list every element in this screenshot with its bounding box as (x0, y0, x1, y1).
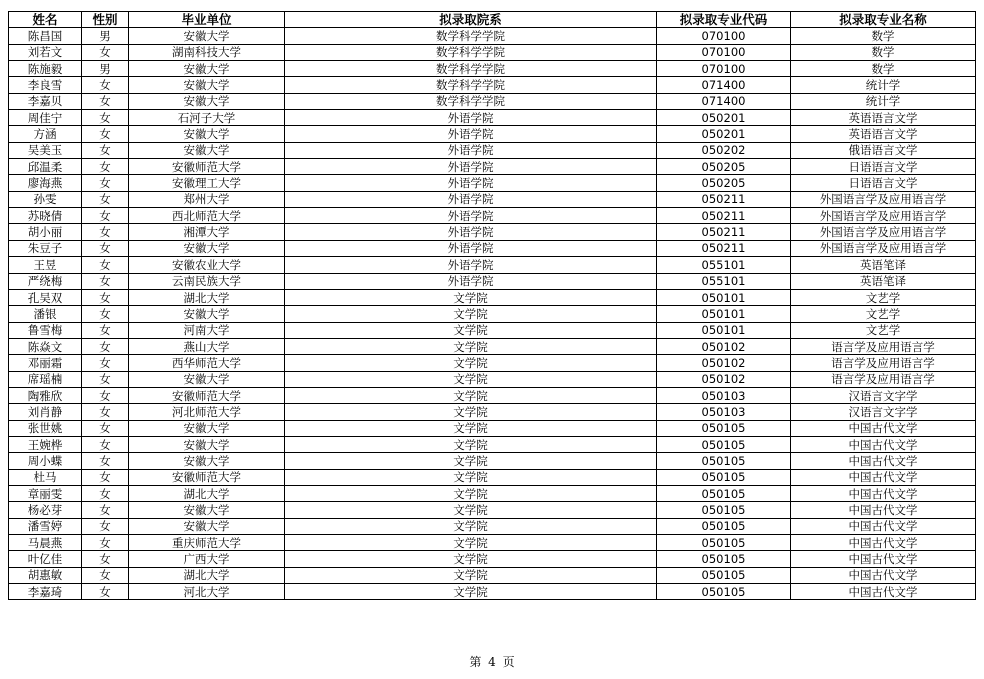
cell-major-code: 050211 (657, 240, 791, 256)
cell-major-code: 050105 (657, 453, 791, 469)
cell-admitting-department: 外语学院 (285, 191, 657, 207)
cell-gender: 女 (82, 44, 129, 60)
cell-gender: 女 (82, 208, 129, 224)
cell-admitting-department: 外语学院 (285, 142, 657, 158)
cell-gender: 女 (82, 224, 129, 240)
cell-gender: 女 (82, 338, 129, 354)
cell-major-code: 050105 (657, 584, 791, 600)
cell-admitting-department: 文学院 (285, 518, 657, 534)
cell-admitting-department: 文学院 (285, 567, 657, 583)
cell-graduate-school: 安徽大学 (129, 502, 285, 518)
table-row (9, 240, 976, 256)
cell-gender: 女 (82, 142, 129, 158)
cell-graduate-school: 西北师范大学 (129, 208, 285, 224)
header-major-code: 拟录取专业代码 (657, 12, 791, 28)
cell-major-code: 050103 (657, 404, 791, 420)
cell-name: 邱温柔 (9, 159, 82, 175)
cell-admitting-department: 文学院 (285, 469, 657, 485)
cell-graduate-school: 安徽大学 (129, 453, 285, 469)
cell-name: 陈焱文 (9, 338, 82, 354)
cell-major-code: 050105 (657, 436, 791, 452)
cell-name: 孔吴双 (9, 289, 82, 305)
cell-admitting-department: 文学院 (285, 485, 657, 501)
cell-gender: 女 (82, 175, 129, 191)
cell-graduate-school: 安徽大学 (129, 371, 285, 387)
cell-gender: 女 (82, 567, 129, 583)
cell-graduate-school: 安徽理工大学 (129, 175, 285, 191)
cell-major-code: 071400 (657, 77, 791, 93)
table-row (9, 61, 976, 77)
cell-admitting-department: 文学院 (285, 322, 657, 338)
cell-major-code: 050102 (657, 371, 791, 387)
cell-major-code: 050105 (657, 420, 791, 436)
cell-major-name: 汉语言文字学 (791, 387, 976, 403)
table-row (9, 289, 976, 305)
cell-major-code: 050205 (657, 159, 791, 175)
table-row (9, 208, 976, 224)
table-row (9, 551, 976, 567)
cell-graduate-school: 重庆师范大学 (129, 535, 285, 551)
cell-major-name: 中国古代文学 (791, 551, 976, 567)
table-row (9, 191, 976, 207)
cell-major-code: 050105 (657, 535, 791, 551)
table-row (9, 371, 976, 387)
cell-graduate-school: 云南民族大学 (129, 273, 285, 289)
cell-graduate-school: 石河子大学 (129, 110, 285, 126)
cell-name: 周小蝶 (9, 453, 82, 469)
table-row (9, 257, 976, 273)
table-row (9, 453, 976, 469)
cell-name: 邓丽霜 (9, 355, 82, 371)
cell-admitting-department: 文学院 (285, 289, 657, 305)
cell-admitting-department: 外语学院 (285, 159, 657, 175)
cell-name: 方涵 (9, 126, 82, 142)
cell-major-name: 语言学及应用语言学 (791, 371, 976, 387)
cell-admitting-department: 数学科学学院 (285, 77, 657, 93)
cell-name: 胡小丽 (9, 224, 82, 240)
cell-major-code: 070100 (657, 61, 791, 77)
cell-major-code: 050205 (657, 175, 791, 191)
cell-admitting-department: 外语学院 (285, 208, 657, 224)
table-row (9, 518, 976, 534)
table-row (9, 110, 976, 126)
cell-major-name: 中国古代文学 (791, 420, 976, 436)
cell-admitting-department: 外语学院 (285, 126, 657, 142)
cell-admitting-department: 外语学院 (285, 257, 657, 273)
cell-major-name: 语言学及应用语言学 (791, 338, 976, 354)
cell-admitting-department: 文学院 (285, 584, 657, 600)
cell-name: 潘雪婷 (9, 518, 82, 534)
cell-name: 陶雅欣 (9, 387, 82, 403)
cell-admitting-department: 文学院 (285, 436, 657, 452)
table-row (9, 28, 976, 44)
table-row (9, 502, 976, 518)
cell-major-name: 外国语言学及应用语言学 (791, 224, 976, 240)
page-number: 第 4 页 (469, 655, 515, 669)
cell-major-code: 071400 (657, 93, 791, 109)
cell-admitting-department: 数学科学学院 (285, 93, 657, 109)
cell-gender: 女 (82, 93, 129, 109)
table-row (9, 44, 976, 60)
cell-name: 苏晓倩 (9, 208, 82, 224)
cell-name: 吴美玉 (9, 142, 82, 158)
cell-major-name: 外国语言学及应用语言学 (791, 191, 976, 207)
table-row (9, 159, 976, 175)
cell-gender: 女 (82, 436, 129, 452)
cell-name: 朱豆子 (9, 240, 82, 256)
cell-name: 陈施毅 (9, 61, 82, 77)
cell-admitting-department: 文学院 (285, 306, 657, 322)
cell-graduate-school: 西华师范大学 (129, 355, 285, 371)
cell-major-code: 050101 (657, 289, 791, 305)
cell-name: 李嘉琦 (9, 584, 82, 600)
cell-major-name: 中国古代文学 (791, 469, 976, 485)
table-row (9, 93, 976, 109)
cell-graduate-school: 安徽大学 (129, 436, 285, 452)
cell-major-code: 050105 (657, 567, 791, 583)
cell-major-name: 中国古代文学 (791, 518, 976, 534)
cell-major-name: 数学 (791, 44, 976, 60)
cell-gender: 女 (82, 110, 129, 126)
header-gender: 性别 (82, 12, 129, 28)
cell-name: 周佳宁 (9, 110, 82, 126)
table-row (9, 436, 976, 452)
cell-major-name: 中国古代文学 (791, 453, 976, 469)
cell-major-code: 050101 (657, 306, 791, 322)
cell-graduate-school: 安徽大学 (129, 28, 285, 44)
cell-name: 刘肖静 (9, 404, 82, 420)
table-row (9, 420, 976, 436)
cell-name: 王婉桦 (9, 436, 82, 452)
cell-gender: 女 (82, 126, 129, 142)
cell-major-name: 中国古代文学 (791, 567, 976, 583)
cell-admitting-department: 文学院 (285, 387, 657, 403)
cell-gender: 女 (82, 371, 129, 387)
table-row (9, 273, 976, 289)
cell-admitting-department: 数学科学学院 (285, 28, 657, 44)
cell-graduate-school: 安徽师范大学 (129, 159, 285, 175)
cell-graduate-school: 郑州大学 (129, 191, 285, 207)
cell-name: 胡惠敏 (9, 567, 82, 583)
cell-graduate-school: 安徽大学 (129, 93, 285, 109)
header-admitting-department: 拟录取院系 (285, 12, 657, 28)
cell-gender: 女 (82, 551, 129, 567)
cell-graduate-school: 安徽大学 (129, 77, 285, 93)
table-row (9, 77, 976, 93)
cell-graduate-school: 河北大学 (129, 584, 285, 600)
cell-admitting-department: 文学院 (285, 404, 657, 420)
cell-admitting-department: 文学院 (285, 535, 657, 551)
cell-admitting-department: 文学院 (285, 420, 657, 436)
cell-name: 严绕梅 (9, 273, 82, 289)
cell-gender: 女 (82, 240, 129, 256)
cell-name: 叶亿佳 (9, 551, 82, 567)
cell-major-name: 中国古代文学 (791, 436, 976, 452)
cell-name: 席瑶楠 (9, 371, 82, 387)
cell-graduate-school: 湖南科技大学 (129, 44, 285, 60)
cell-graduate-school: 安徽大学 (129, 240, 285, 256)
cell-major-code: 050201 (657, 110, 791, 126)
cell-admitting-department: 文学院 (285, 453, 657, 469)
cell-graduate-school: 安徽大学 (129, 61, 285, 77)
cell-major-name: 语言学及应用语言学 (791, 355, 976, 371)
cell-major-code: 050105 (657, 518, 791, 534)
table-row (9, 387, 976, 403)
cell-graduate-school: 湖北大学 (129, 567, 285, 583)
cell-major-code: 055101 (657, 273, 791, 289)
cell-graduate-school: 安徽师范大学 (129, 469, 285, 485)
cell-admitting-department: 外语学院 (285, 240, 657, 256)
cell-major-code: 070100 (657, 28, 791, 44)
cell-admitting-department: 外语学院 (285, 110, 657, 126)
cell-major-name: 数学 (791, 28, 976, 44)
cell-major-name: 汉语言文字学 (791, 404, 976, 420)
cell-name: 廖海燕 (9, 175, 82, 191)
header-name: 姓名 (9, 12, 82, 28)
cell-major-name: 英语语言文学 (791, 110, 976, 126)
cell-major-code: 050101 (657, 322, 791, 338)
cell-gender: 女 (82, 355, 129, 371)
cell-name: 李良雪 (9, 77, 82, 93)
admission-table (8, 11, 976, 600)
cell-major-name: 中国古代文学 (791, 485, 976, 501)
cell-major-code: 055101 (657, 257, 791, 273)
cell-name: 李嘉贝 (9, 93, 82, 109)
cell-major-code: 050105 (657, 469, 791, 485)
cell-gender: 男 (82, 28, 129, 44)
table-body (9, 28, 976, 600)
table-row (9, 469, 976, 485)
table-row (9, 175, 976, 191)
cell-gender: 男 (82, 61, 129, 77)
cell-admitting-department: 数学科学学院 (285, 61, 657, 77)
cell-major-name: 英语笔译 (791, 257, 976, 273)
cell-graduate-school: 安徽大学 (129, 126, 285, 142)
cell-major-name: 统计学 (791, 93, 976, 109)
cell-graduate-school: 湖北大学 (129, 485, 285, 501)
cell-gender: 女 (82, 485, 129, 501)
cell-admitting-department: 外语学院 (285, 175, 657, 191)
cell-gender: 女 (82, 453, 129, 469)
cell-gender: 女 (82, 289, 129, 305)
cell-name: 杨必芽 (9, 502, 82, 518)
table-row (9, 338, 976, 354)
cell-major-name: 外国语言学及应用语言学 (791, 208, 976, 224)
cell-major-code: 050102 (657, 338, 791, 354)
cell-major-code: 050105 (657, 502, 791, 518)
cell-graduate-school: 安徽农业大学 (129, 257, 285, 273)
cell-graduate-school: 燕山大学 (129, 338, 285, 354)
table-row (9, 142, 976, 158)
cell-gender: 女 (82, 535, 129, 551)
cell-graduate-school: 安徽大学 (129, 420, 285, 436)
cell-admitting-department: 数学科学学院 (285, 44, 657, 60)
cell-major-code: 050211 (657, 208, 791, 224)
cell-admitting-department: 文学院 (285, 355, 657, 371)
cell-gender: 女 (82, 159, 129, 175)
cell-gender: 女 (82, 518, 129, 534)
table-row (9, 126, 976, 142)
cell-name: 刘若文 (9, 44, 82, 60)
cell-major-code: 050102 (657, 355, 791, 371)
cell-major-name: 俄语语言文学 (791, 142, 976, 158)
cell-gender: 女 (82, 77, 129, 93)
cell-name: 马晨燕 (9, 535, 82, 551)
cell-graduate-school: 安徽大学 (129, 142, 285, 158)
cell-gender: 女 (82, 273, 129, 289)
cell-gender: 女 (82, 584, 129, 600)
cell-admitting-department: 外语学院 (285, 273, 657, 289)
table-header-row (9, 12, 976, 28)
cell-name: 孙雯 (9, 191, 82, 207)
cell-major-name: 英语语言文学 (791, 126, 976, 142)
cell-name: 潘银 (9, 306, 82, 322)
cell-gender: 女 (82, 257, 129, 273)
cell-gender: 女 (82, 404, 129, 420)
cell-major-code: 050211 (657, 224, 791, 240)
table-row (9, 404, 976, 420)
cell-gender: 女 (82, 387, 129, 403)
cell-admitting-department: 文学院 (285, 338, 657, 354)
cell-name: 章丽雯 (9, 485, 82, 501)
cell-graduate-school: 湖北大学 (129, 289, 285, 305)
table-row (9, 322, 976, 338)
cell-name: 王昱 (9, 257, 82, 273)
cell-major-name: 中国古代文学 (791, 502, 976, 518)
cell-major-name: 统计学 (791, 77, 976, 93)
cell-major-name: 数学 (791, 61, 976, 77)
header-major-name: 拟录取专业名称 (791, 12, 976, 28)
cell-admitting-department: 外语学院 (285, 224, 657, 240)
cell-name: 张世姚 (9, 420, 82, 436)
cell-admitting-department: 文学院 (285, 551, 657, 567)
cell-major-code: 050211 (657, 191, 791, 207)
cell-gender: 女 (82, 306, 129, 322)
cell-major-name: 文艺学 (791, 306, 976, 322)
table-row (9, 485, 976, 501)
cell-graduate-school: 广西大学 (129, 551, 285, 567)
cell-name: 陈昌国 (9, 28, 82, 44)
cell-gender: 女 (82, 322, 129, 338)
cell-graduate-school: 湘潭大学 (129, 224, 285, 240)
cell-graduate-school: 安徽师范大学 (129, 387, 285, 403)
cell-major-name: 英语笔译 (791, 273, 976, 289)
cell-gender: 女 (82, 420, 129, 436)
header-graduate-school: 毕业单位 (129, 12, 285, 28)
cell-name: 鲁雪梅 (9, 322, 82, 338)
cell-gender: 女 (82, 191, 129, 207)
cell-major-code: 050103 (657, 387, 791, 403)
cell-major-name: 中国古代文学 (791, 584, 976, 600)
cell-graduate-school: 安徽大学 (129, 518, 285, 534)
cell-graduate-school: 安徽大学 (129, 306, 285, 322)
table-row (9, 535, 976, 551)
table-row (9, 567, 976, 583)
cell-admitting-department: 文学院 (285, 371, 657, 387)
cell-major-name: 中国古代文学 (791, 535, 976, 551)
cell-major-code: 050105 (657, 485, 791, 501)
cell-graduate-school: 河北师范大学 (129, 404, 285, 420)
cell-major-name: 文艺学 (791, 289, 976, 305)
cell-major-code: 050201 (657, 126, 791, 142)
cell-major-code: 070100 (657, 44, 791, 60)
cell-major-code: 050202 (657, 142, 791, 158)
table-row (9, 355, 976, 371)
cell-name: 杜马 (9, 469, 82, 485)
cell-major-name: 文艺学 (791, 322, 976, 338)
table-row (9, 306, 976, 322)
cell-gender: 女 (82, 502, 129, 518)
table-row (9, 584, 976, 600)
cell-graduate-school: 河南大学 (129, 322, 285, 338)
cell-major-name: 外国语言学及应用语言学 (791, 240, 976, 256)
cell-major-name: 日语语言文学 (791, 175, 976, 191)
cell-major-code: 050105 (657, 551, 791, 567)
table-row (9, 224, 976, 240)
cell-admitting-department: 文学院 (285, 502, 657, 518)
cell-major-name: 日语语言文学 (791, 159, 976, 175)
cell-gender: 女 (82, 469, 129, 485)
